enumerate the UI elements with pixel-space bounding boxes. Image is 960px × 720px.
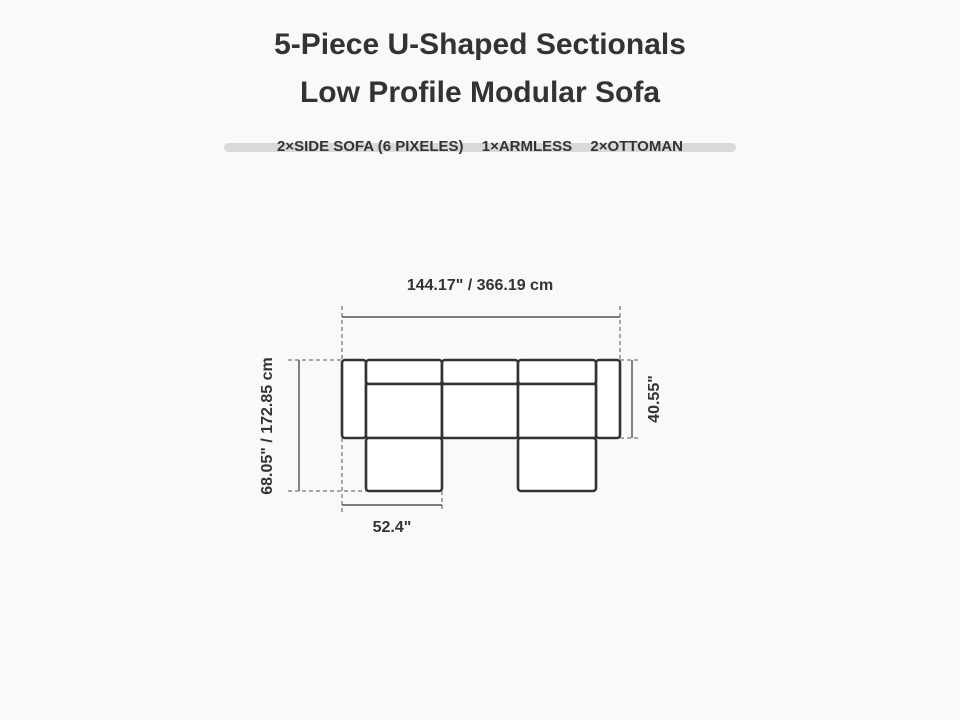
piece-side-sofa: 2×SIDE SOFA (6 PIXELES) xyxy=(276,138,464,155)
ottoman-right xyxy=(518,438,596,491)
ottoman-left xyxy=(366,438,442,491)
total-depth-label: 68.05" / 172.85 cm xyxy=(259,357,276,495)
piece-armless: 1×ARMLESS xyxy=(481,138,573,155)
seat-armless xyxy=(442,384,518,438)
backrest-left xyxy=(366,360,442,384)
seat-depth-label: 40.55" xyxy=(646,375,663,423)
backrest-right xyxy=(518,360,596,384)
backrest-middle xyxy=(442,360,518,384)
left-armrest xyxy=(342,360,366,438)
sofa-outline xyxy=(342,360,620,491)
title-line-2: Low Profile Modular Sofa xyxy=(299,76,660,109)
ottoman-width-label: 52.4" xyxy=(372,519,412,536)
title-line-1: 5-Piece U-Shaped Sectionals xyxy=(274,28,686,61)
seat-left xyxy=(366,384,442,438)
total-width-label: 144.17" / 366.19 cm xyxy=(406,277,554,294)
seat-right xyxy=(518,384,596,438)
right-armrest xyxy=(596,360,620,438)
piece-ottoman: 2×OTTOMAN xyxy=(590,138,684,155)
